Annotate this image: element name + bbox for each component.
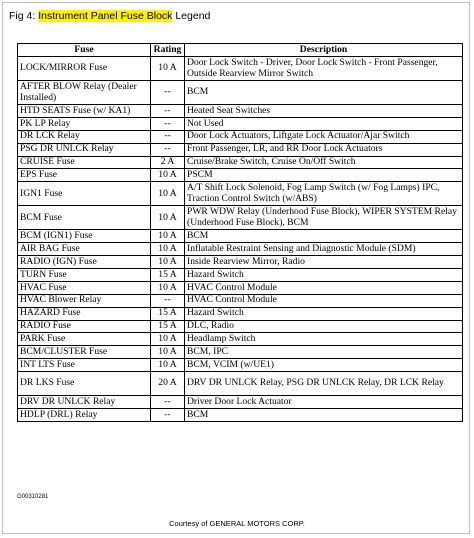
table-row	[18, 169, 463, 182]
rating-cell: --	[151, 130, 185, 143]
description-cell: Door Lock Switch - Driver, Door Lock Switch - Front Passenger, Outside Rearview Mirror Switch	[185, 57, 463, 81]
fuse-legend-table	[17, 43, 463, 422]
rating-cell: --	[151, 81, 185, 105]
header-fuse: Fuse	[18, 44, 151, 57]
description-cell: Hazard Switch	[185, 269, 463, 282]
table-row	[18, 346, 463, 359]
figure-id: G00310281	[17, 494, 49, 500]
table-row	[18, 372, 463, 396]
fuse-cell: AIR BAG Fuse	[18, 243, 151, 256]
fuse-cell: LOCK/MIRROR Fuse	[18, 57, 151, 81]
rating-cell: 15 A	[151, 307, 185, 320]
fuse-cell: AFTER BLOW Relay (Dealer Installed)	[18, 81, 151, 105]
description-cell: Hazard Switch	[185, 307, 463, 320]
rating-cell: --	[151, 396, 185, 409]
description-cell: DRV DR UNLCK Relay, PSG DR UNLCK Relay, DR LCK Relay	[185, 372, 463, 396]
header-description: Description	[185, 44, 463, 57]
rating-cell: 10 A	[151, 57, 185, 81]
rating-cell: 15 A	[151, 320, 185, 333]
fuse-cell: HDLP (DRL) Relay	[18, 409, 151, 422]
description-cell: PSCM	[185, 169, 463, 182]
table-row	[18, 269, 463, 282]
description-cell: Front Passenger, LR, and RR Door Lock Actuators	[185, 143, 463, 156]
description-cell: Inflatable Restraint Sensing and Diagnostic Module (SDM)	[185, 243, 463, 256]
rating-cell: 10 A	[151, 182, 185, 206]
rating-cell: 2 A	[151, 156, 185, 169]
rating-cell: 10 A	[151, 281, 185, 294]
rating-cell: --	[151, 409, 185, 422]
rating-cell: 10 A	[151, 333, 185, 346]
table-row	[18, 256, 463, 269]
figure-title-suffix: Legend	[172, 10, 211, 22]
header-rating: Rating	[151, 44, 185, 57]
rating-cell: --	[151, 105, 185, 118]
description-cell: Headlamp Switch	[185, 333, 463, 346]
fuse-cell: HVAC Fuse	[18, 281, 151, 294]
fuse-cell: TURN Fuse	[18, 269, 151, 282]
table-row	[18, 333, 463, 346]
fuse-cell: INT LTS Fuse	[18, 359, 151, 372]
fuse-cell: EPS Fuse	[18, 169, 151, 182]
fuse-cell: IGN1 Fuse	[18, 182, 151, 206]
description-cell: Inside Rearview Mirror, Radio	[185, 256, 463, 269]
rating-cell: --	[151, 117, 185, 130]
table-row	[18, 409, 463, 422]
rating-cell: 10 A	[151, 169, 185, 182]
fuse-cell: HTD SEATS Fuse (w/ KA1)	[18, 105, 151, 118]
fuse-cell: PARK Fuse	[18, 333, 151, 346]
table-row	[18, 230, 463, 243]
rating-cell: 20 A	[151, 372, 185, 396]
table-row	[18, 359, 463, 372]
table-row	[18, 243, 463, 256]
table-row	[18, 320, 463, 333]
description-cell: BCM	[185, 81, 463, 105]
description-cell: Door Lock Actuators, Liftgate Lock Actuator/Ajar Switch	[185, 130, 463, 143]
description-cell: HVAC Control Module	[185, 281, 463, 294]
rating-cell: 10 A	[151, 206, 185, 230]
table-row	[18, 206, 463, 230]
fuse-cell: DR LKS Fuse	[18, 372, 151, 396]
fuse-cell: HVAC Blower Relay	[18, 294, 151, 307]
figure-title	[9, 9, 210, 23]
table-row	[18, 143, 463, 156]
table-row	[18, 130, 463, 143]
table-row	[18, 105, 463, 118]
rating-cell: 10 A	[151, 230, 185, 243]
fuse-cell: BCM/CLUSTER Fuse	[18, 346, 151, 359]
rating-cell: 10 A	[151, 243, 185, 256]
table-row	[18, 396, 463, 409]
fuse-cell: PSG DR UNLCK Relay	[18, 143, 151, 156]
description-cell: DLC, Radio	[185, 320, 463, 333]
fuse-cell: CRUISE Fuse	[18, 156, 151, 169]
table-header-row	[18, 44, 463, 57]
fuse-cell: PK LP Relay	[18, 117, 151, 130]
table-row	[18, 117, 463, 130]
fuse-cell: RADIO (IGN) Fuse	[18, 256, 151, 269]
rating-cell: 10 A	[151, 346, 185, 359]
fuse-cell: HAZARD Fuse	[18, 307, 151, 320]
figure-title-prefix: Fig 4:	[9, 10, 39, 22]
rating-cell: 10 A	[151, 359, 185, 372]
rating-cell: 10 A	[151, 256, 185, 269]
table-row	[18, 307, 463, 320]
description-cell: HVAC Control Module	[185, 294, 463, 307]
description-cell: PWR WDW Relay (Underhood Fuse Block), WIPER SYSTEM Relay (Underhood Fuse Block), BCM	[185, 206, 463, 230]
fuse-cell: BCM (IGN1) Fuse	[18, 230, 151, 243]
table-row	[18, 281, 463, 294]
figure-frame	[2, 2, 470, 534]
table-row	[18, 57, 463, 81]
description-cell: Cruise/Brake Switch, Cruise On/Off Switch	[185, 156, 463, 169]
fuse-table-body	[18, 57, 463, 422]
table-row	[18, 182, 463, 206]
table-row	[18, 156, 463, 169]
fuse-cell: RADIO Fuse	[18, 320, 151, 333]
rating-cell: 15 A	[151, 269, 185, 282]
description-cell: A/T Shift Lock Solenoid, Fog Lamp Switch (w/ Fog Lamps) IPC, Traction Control Switch (w/ABS)	[185, 182, 463, 206]
fuse-cell: DR LCK Relay	[18, 130, 151, 143]
description-cell: Heated Seat Switches	[185, 105, 463, 118]
description-cell: BCM, IPC	[185, 346, 463, 359]
description-cell: Driver Door Lock Actuator	[185, 396, 463, 409]
description-cell: Not Used	[185, 117, 463, 130]
figure-title-highlight: Instrument Panel Fuse Block	[38, 10, 173, 22]
rating-cell: --	[151, 143, 185, 156]
description-cell: BCM, VCIM (w/UE1)	[185, 359, 463, 372]
table-row	[18, 294, 463, 307]
courtesy-line: Courtesy of GENERAL MOTORS CORP.	[169, 519, 305, 528]
fuse-cell: BCM Fuse	[18, 206, 151, 230]
rating-cell: --	[151, 294, 185, 307]
table-row	[18, 81, 463, 105]
description-cell: BCM	[185, 409, 463, 422]
description-cell: BCM	[185, 230, 463, 243]
fuse-cell: DRV DR UNLCK Relay	[18, 396, 151, 409]
